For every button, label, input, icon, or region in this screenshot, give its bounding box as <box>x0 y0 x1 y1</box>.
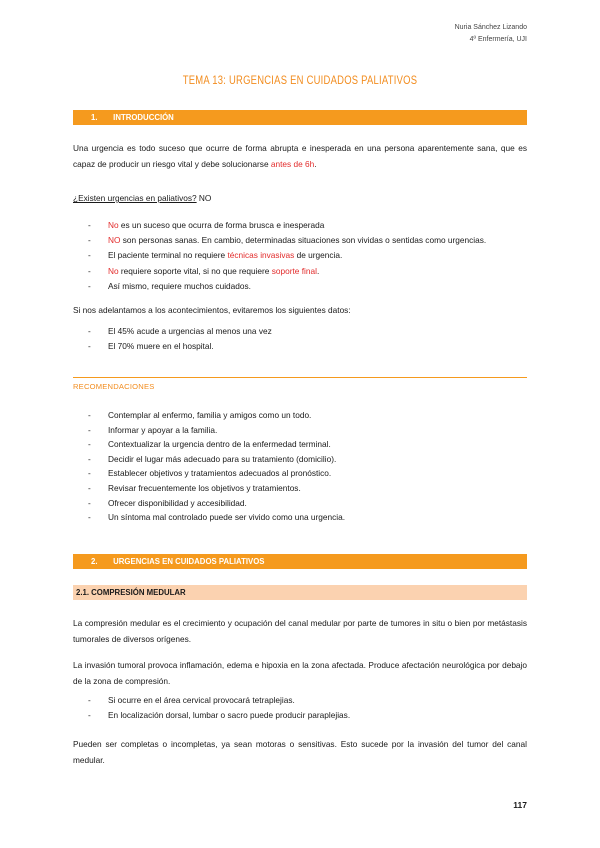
list-item: - Si ocurre en el área cervical provocará tetraplejias. <box>88 693 350 708</box>
header-author: Nuria Sánchez Lizando <box>454 24 527 31</box>
compression-paragraph-2: La invasión tumoral provoca inflamación, edema e hipoxia en la zona afectada. Produce afectación neurológica por debajo de la zona de compresión. <box>73 660 527 686</box>
intro-paragraph <box>73 140 527 172</box>
bullet-highlight: técnicas invasivas <box>227 250 295 261</box>
list-item: - Revisar frecuentemente los objetivos y tratamientos. <box>88 481 345 496</box>
data-intro: Si nos adelantamos a los acontecimientos, evitaremos los siguientes datos: <box>73 305 351 315</box>
header-course: 4º Enfermería, UJI <box>469 36 527 43</box>
section-title: INTRODUCCIÓN <box>113 113 174 122</box>
question-line <box>73 190 527 206</box>
compression-paragraph-3: Pueden ser completas o incompletas, ya sean motoras o sensitivas. Esto sucede por la invasión del tumor del canal medular. <box>73 739 527 765</box>
list-item <box>88 248 486 263</box>
list-item: - Contemplar al enfermo, familia y amigos como un todo. <box>88 408 345 423</box>
section-heading-introduccion <box>73 110 527 125</box>
page-header <box>455 22 527 46</box>
recommendations-list <box>88 408 345 525</box>
list-item: - En localización dorsal, lumbar o sacro puede producir paraplejias. <box>88 708 350 723</box>
bullet-text: El paciente terminal no requiere <box>108 250 228 261</box>
bullet-highlight: NO <box>108 235 121 246</box>
bullet-text: Así mismo, requiere muchos cuidados. <box>108 280 251 291</box>
bullet-highlight: soporte final <box>271 265 317 276</box>
intro-highlight: antes de 6h <box>270 159 315 169</box>
list-item <box>88 233 486 248</box>
bullet-text: . <box>316 265 320 276</box>
divider <box>73 377 527 378</box>
compression-bullets <box>88 693 350 723</box>
list-item: - Establecer objetivos y tratamientos adecuados al pronóstico. <box>88 466 345 481</box>
section-number: 1. <box>91 113 98 122</box>
list-item: - Contextualizar la urgencia dentro de la enfermedad terminal. <box>88 437 345 452</box>
list-item: - Un síntoma mal controlado puede ser vivido como una urgencia. <box>88 510 345 525</box>
list-item <box>88 264 486 279</box>
list-item: - Informar y apoyar a la familia. <box>88 423 345 438</box>
bullet-text: es un suceso que ocurra de forma brusca e inesperada <box>118 220 325 230</box>
recommendations-heading: RECOMENDACIONES <box>73 382 155 391</box>
list-item: - Decidir el lugar más adecuado para su tratamiento (domicilio). <box>88 452 345 467</box>
list-item <box>88 279 486 294</box>
bullet-text: son personas sanas. En cambio, determinadas situaciones son vividas o sentidas como urgencias. <box>120 235 487 246</box>
bullet-highlight: No <box>108 220 119 230</box>
section-title: URGENCIAS EN CUIDADOS PALIATIVOS <box>113 557 265 566</box>
page-title: TEMA 13: URGENCIAS EN CUIDADOS PALIATIVOS <box>182 75 418 87</box>
intro-text: Una urgencia es todo suceso que ocurre de forma abrupta e inesperada en una persona aparentemente sana, que es capaz de producir un riesgo vital y debe solucionarse <box>73 143 527 169</box>
list-item: - El 45% acude a urgencias al menos una vez <box>88 324 272 339</box>
section-heading-urgencias <box>73 554 527 569</box>
page-number: 117 <box>513 800 527 810</box>
section-number: 2. <box>91 557 98 566</box>
intro-end: . <box>314 159 317 169</box>
palliative-bullets <box>88 218 486 294</box>
data-bullets <box>88 324 272 354</box>
list-item <box>88 218 486 233</box>
compression-paragraph-1: La compresión medular es el crecimiento y ocupación del canal medular por parte de tumores in situ o bien por metástasis tumorales de diversos orígenes. <box>73 618 527 644</box>
list-item: - Ofrecer disponibilidad y accesibilidad. <box>88 496 345 511</box>
question-text: ¿Existen urgencias en paliativos? <box>73 193 197 203</box>
question-answer: NO <box>196 193 212 203</box>
list-item: - El 70% muere en el hospital. <box>88 339 272 354</box>
subsection-heading-compresion-medular: 2.1. COMPRESIÓN MEDULAR <box>73 585 527 600</box>
bullet-text: requiere soporte vital, si no que requiere <box>118 265 272 276</box>
bullet-highlight: No <box>108 265 119 276</box>
bullet-text: de urgencia. <box>294 250 343 261</box>
